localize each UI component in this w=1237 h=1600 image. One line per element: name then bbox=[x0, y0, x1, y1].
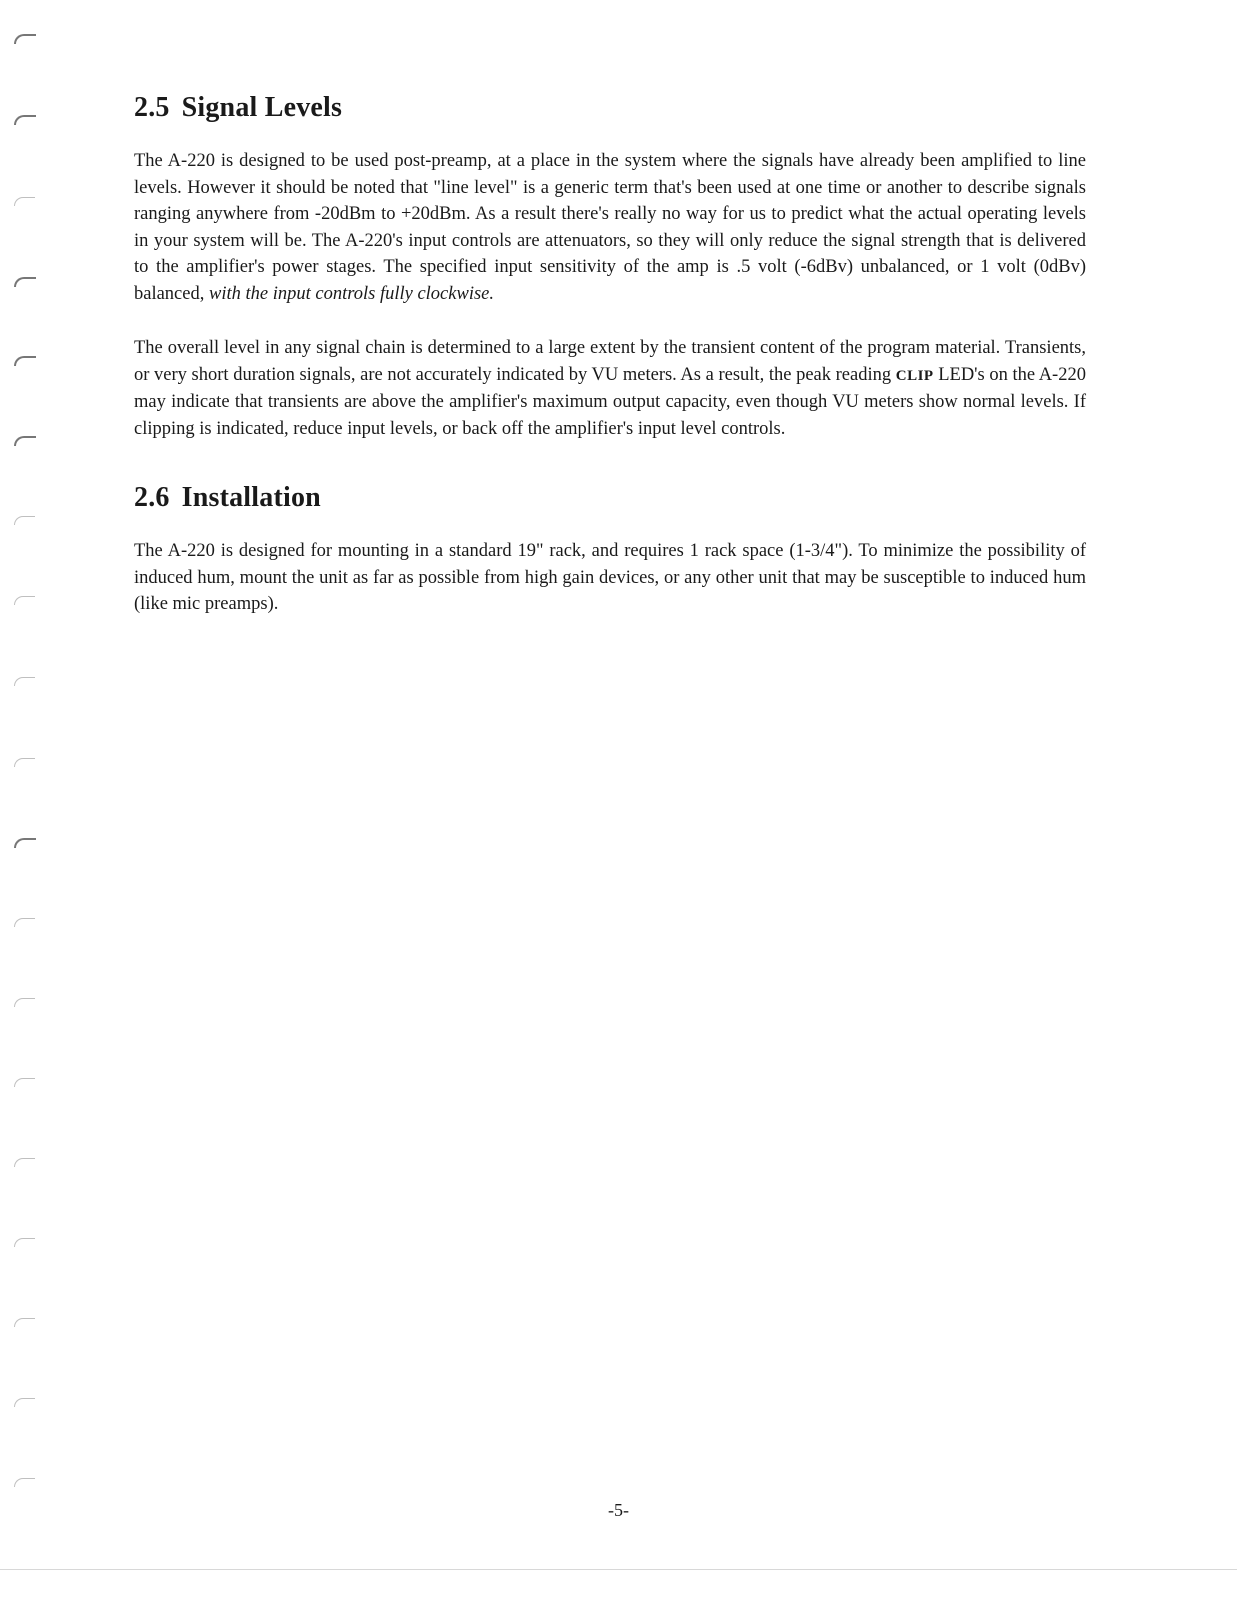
paragraph-text: The overall level in any signal chain is determined to a large extent by the transient content of the program material. Transients, or very short duration signals, are not accurately indicated by VU meters. As a result, the peak reading bbox=[134, 338, 1086, 385]
binding-mark bbox=[14, 918, 35, 927]
paragraph-italic-text: with the input controls fully clockwise. bbox=[209, 283, 494, 304]
binding-mark bbox=[14, 1238, 35, 1247]
section-2-5-heading bbox=[134, 92, 1086, 124]
binding-mark bbox=[14, 1478, 35, 1487]
binding-mark bbox=[14, 838, 36, 848]
binding-mark bbox=[14, 34, 36, 44]
binding-mark bbox=[14, 516, 35, 525]
installation-paragraph: The A-220 is designed for mounting in a standard 19" rack, and requires 1 rack space (1-3/4"). To minimize the possibility of induced hum, mount the unit as far as possible from high gain devices, or any other unit that may be susceptible to induced hum (like mic preamps). bbox=[134, 541, 1086, 614]
binding-mark bbox=[14, 998, 35, 1007]
binding-mark bbox=[14, 197, 35, 206]
section-title: Installation bbox=[181, 482, 321, 513]
binding-hole-marks bbox=[8, 0, 38, 1600]
binding-mark bbox=[14, 277, 36, 287]
section-number: 2.6 bbox=[134, 482, 170, 513]
paragraph-text: The A-220 is designed to be used post-preamp, at a place in the system where the signals have already been amplified to line levels. However it should be noted that "line level" is a generic term that's been used at one time or another to describe signals ranging anywhere from -20dBm to +20dBm. As a result there's really no way for us to predict what the actual operating levels in your system will be. The A-220's input controls are attenuators, so they will only reduce the signal strength that is delivered to the amplifier's power stages. The specified input sensitivity of the amp is .5 volt (-6dBv) unbalanced, or 1 volt (0dBv) balanced, bbox=[134, 151, 1086, 304]
binding-mark bbox=[14, 1078, 35, 1087]
binding-mark bbox=[14, 1398, 35, 1407]
signal-levels-paragraph-1 bbox=[134, 148, 1086, 307]
page-number: -5- bbox=[608, 1500, 629, 1520]
binding-mark bbox=[14, 758, 35, 767]
page-content bbox=[134, 92, 1086, 618]
binding-mark bbox=[14, 356, 36, 366]
binding-mark bbox=[14, 1318, 35, 1327]
signal-levels-paragraph-2 bbox=[134, 335, 1086, 442]
binding-mark bbox=[14, 677, 35, 686]
section-2-6-heading bbox=[134, 482, 1086, 514]
binding-mark bbox=[14, 1158, 35, 1167]
binding-mark bbox=[14, 596, 35, 605]
clip-label: CLIP bbox=[895, 367, 934, 384]
binding-mark bbox=[14, 115, 36, 125]
paragraph-text: LED's on the A-220 may indicate that transients are above the amplifier's maximum output capacity, even though VU meters show normal levels. If clipping is indicated, reduce input levels, or back off the amplifier's input level controls. bbox=[134, 364, 1086, 439]
page-bottom-edge bbox=[0, 1569, 1237, 1570]
section-number: 2.5 bbox=[134, 92, 170, 123]
section-title: Signal Levels bbox=[181, 92, 343, 123]
binding-mark bbox=[14, 436, 36, 446]
